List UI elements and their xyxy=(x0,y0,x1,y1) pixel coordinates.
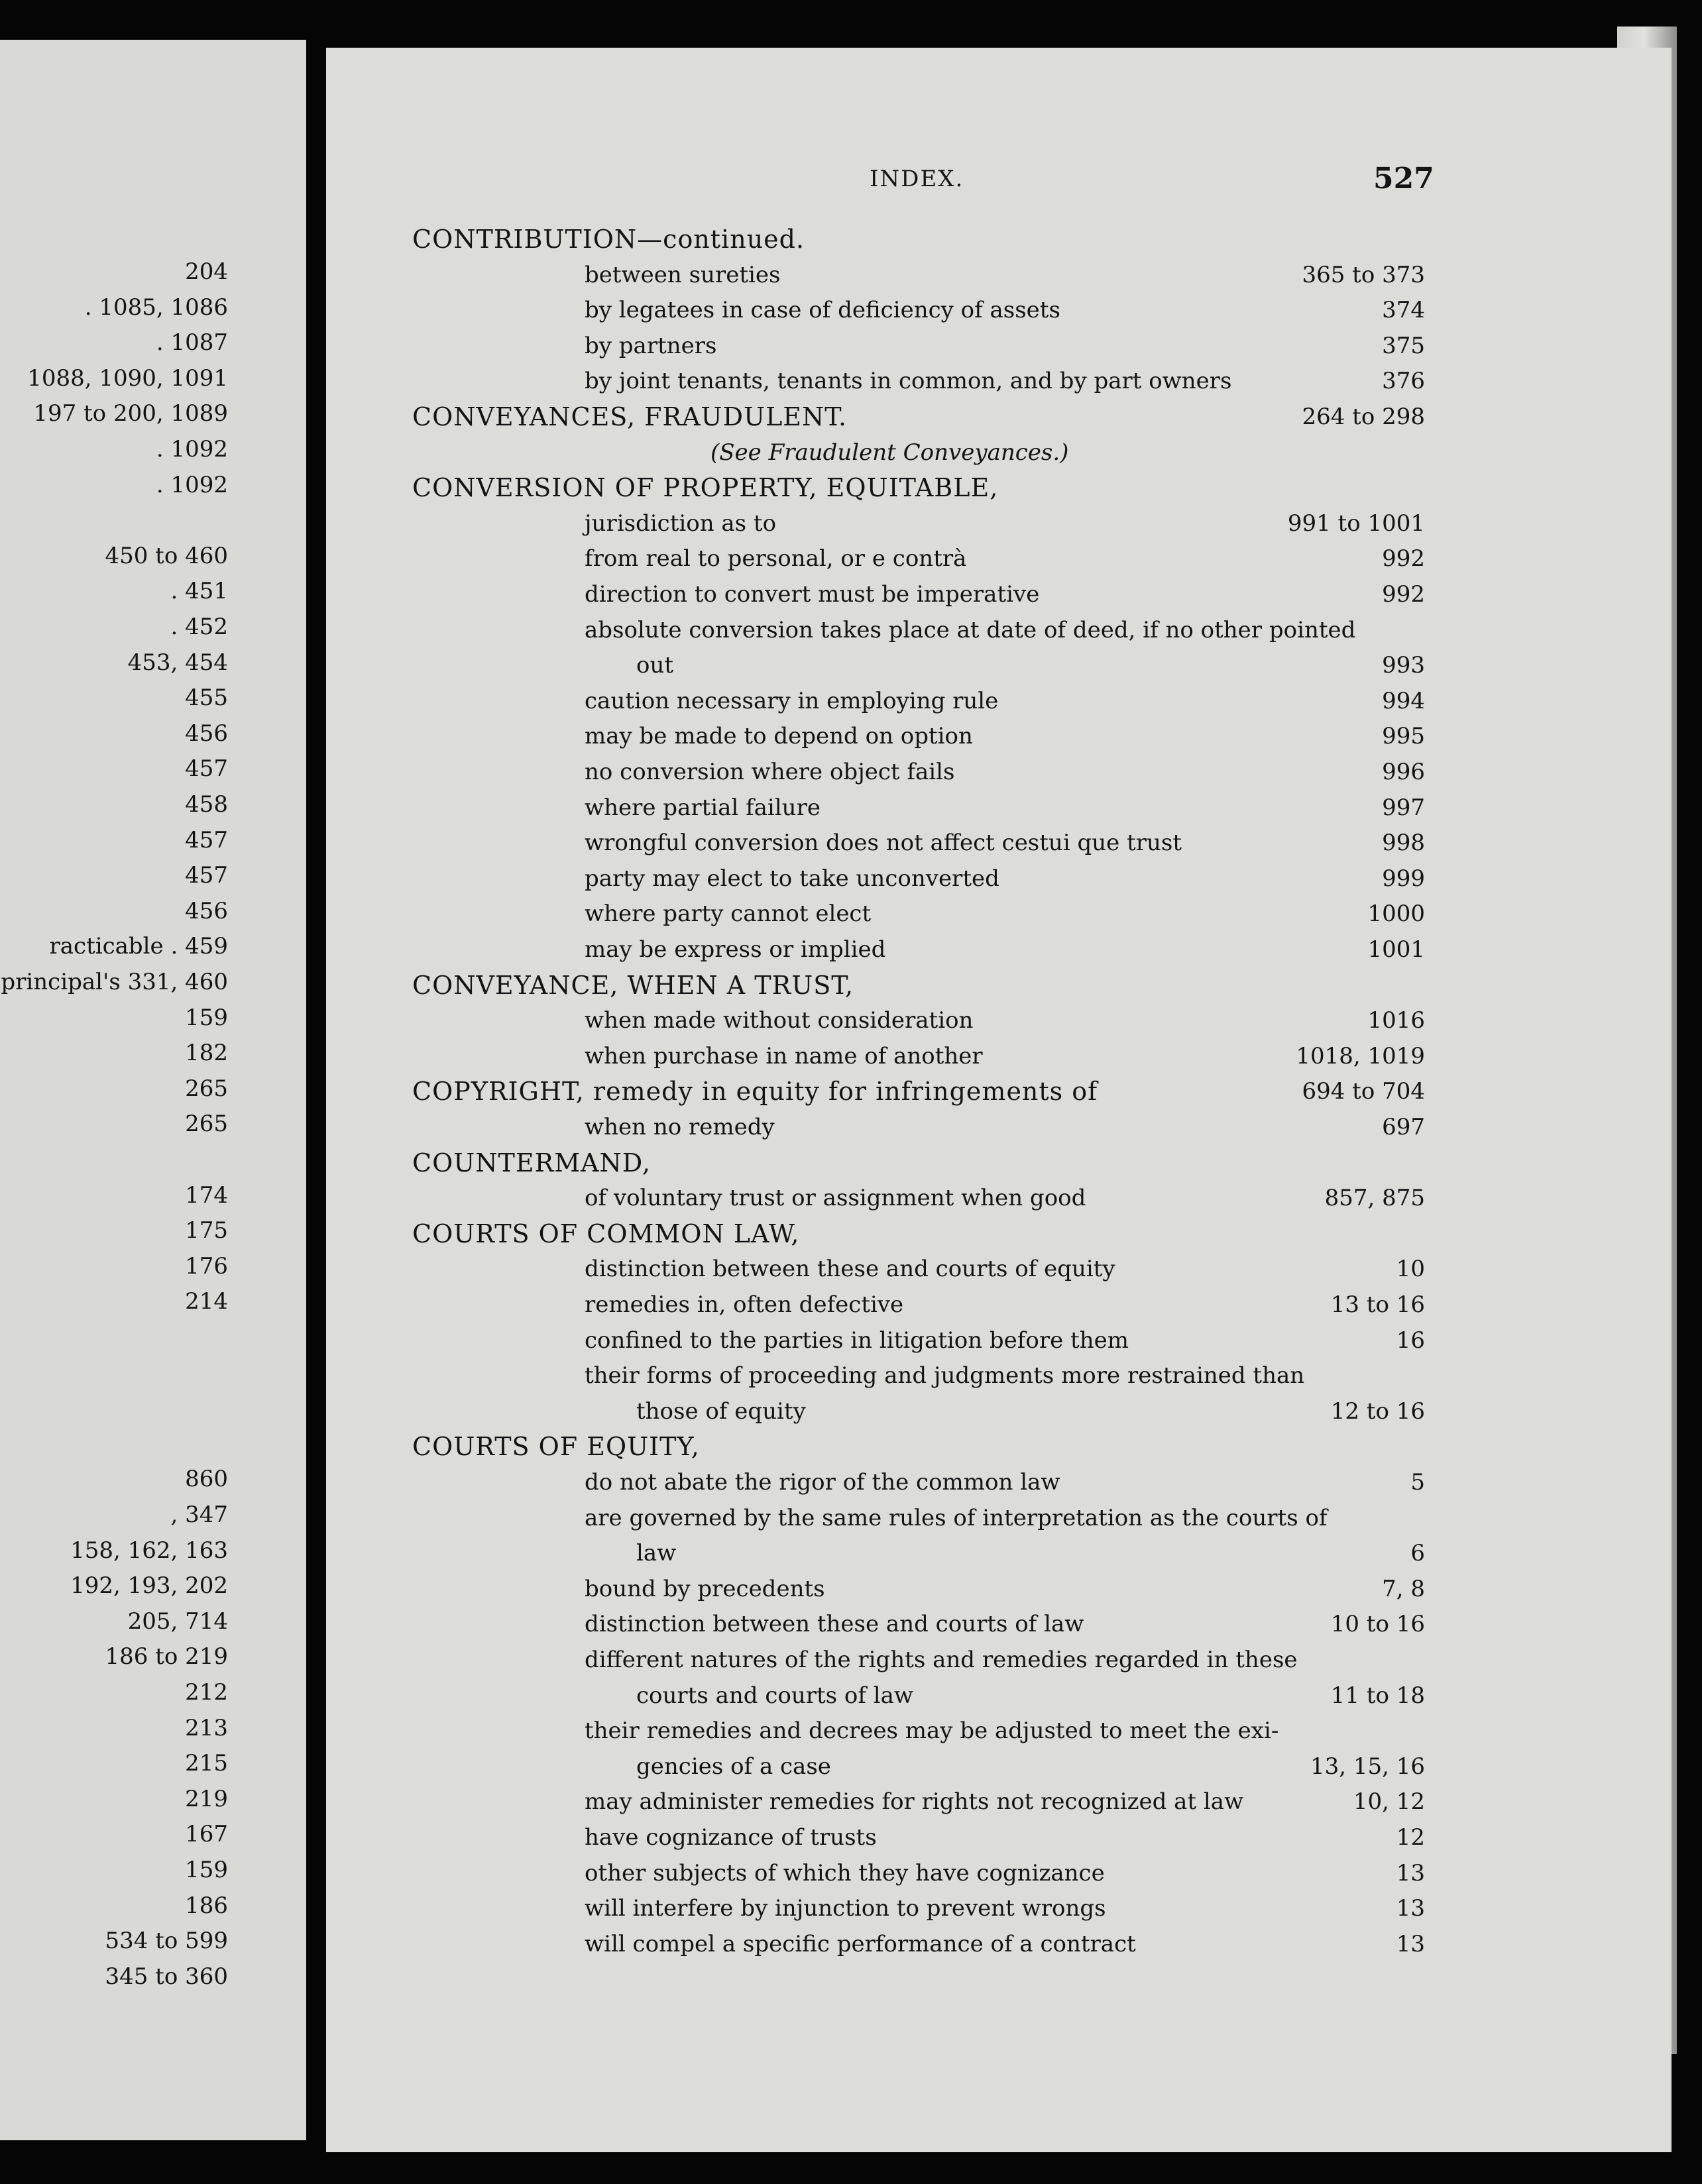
index-subentry xyxy=(326,683,1672,719)
page-reference: 993 xyxy=(1382,652,1425,679)
left-page-ref: . 1087 xyxy=(156,329,228,356)
index-subentry xyxy=(326,1571,1672,1607)
left-page-ref: , 347 xyxy=(170,1502,228,1528)
entry-text: by joint tenants, tenants in common, and by part owners xyxy=(585,368,1232,395)
entry-text: when made without consideration xyxy=(585,1007,974,1034)
index-subentry xyxy=(326,790,1672,826)
right-page xyxy=(326,48,1672,2152)
entry-text: CONTRIBUTION—continued. xyxy=(412,225,805,254)
entry-text: do not abate the rigor of the common law xyxy=(585,1469,1060,1496)
left-page-ref: 458 xyxy=(185,791,228,818)
left-page-ref: 265 xyxy=(185,1075,228,1102)
entry-text: courts and courts of law xyxy=(636,1682,914,1709)
left-page-ref: . 1085, 1086 xyxy=(84,294,228,321)
entry-text: from real to personal, or e contrà xyxy=(585,545,967,573)
index-subentry xyxy=(326,363,1672,399)
page-reference: 10 xyxy=(1396,1256,1425,1283)
entry-text: where partial failure xyxy=(585,794,821,821)
left-page-ref: 205, 714 xyxy=(127,1608,228,1635)
page-reference: 997 xyxy=(1382,794,1425,821)
page-reference: 12 xyxy=(1396,1824,1425,1851)
entry-text: wrongful conversion does not affect cestui que trust xyxy=(585,830,1182,857)
index-subentry xyxy=(326,506,1672,541)
left-page-ref: 214 xyxy=(185,1288,228,1315)
entry-text: law xyxy=(636,1540,677,1567)
entry-text: CONVEYANCE, WHEN A TRUST, xyxy=(412,970,854,1000)
entry-text: jurisdiction as to xyxy=(585,510,777,537)
entry-text: may administer remedies for rights not recognized at law xyxy=(585,1788,1244,1816)
page-reference: 5 xyxy=(1410,1469,1425,1496)
page-reference: 13 xyxy=(1396,1895,1425,1922)
page-reference: 694 to 704 xyxy=(1302,1078,1425,1105)
index-subentry xyxy=(326,1287,1672,1323)
left-page-ref: 455 xyxy=(185,684,228,712)
entry-text: absolute conversion takes place at date of deed, if no other pointed xyxy=(585,616,1356,643)
left-page-ref: 204 xyxy=(185,258,228,285)
entry-text: by partners xyxy=(585,332,717,359)
left-page-ref: 192, 193, 202 xyxy=(70,1572,228,1600)
index-subentry xyxy=(326,1464,1672,1500)
entry-text: distinction between these and courts of equity xyxy=(585,1256,1115,1283)
index-subentry xyxy=(326,1109,1672,1145)
left-page-ref: 457 xyxy=(185,755,228,783)
page-reference: 10, 12 xyxy=(1353,1788,1425,1816)
index-subentry xyxy=(326,1713,1672,1749)
index-subentry xyxy=(326,861,1672,897)
left-page-ref: 167 xyxy=(185,1821,228,1848)
entry-text: will compel a specific performance of a contract xyxy=(585,1930,1136,1957)
entry-text: COUNTERMAND, xyxy=(412,1148,651,1177)
left-page-ref: 345 to 360 xyxy=(105,1963,228,1990)
left-page-ref: 213 xyxy=(185,1714,228,1741)
left-page-ref: 457 xyxy=(185,862,228,889)
index-subentry xyxy=(326,1038,1672,1074)
entry-text: out xyxy=(636,652,674,679)
running-header-title: INDEX. xyxy=(870,166,964,192)
index-subentry xyxy=(326,1642,1672,1678)
index-heading xyxy=(326,1145,1672,1181)
index-heading xyxy=(326,399,1672,435)
page-reference: 376 xyxy=(1382,368,1425,395)
index-subentry xyxy=(326,1855,1672,1891)
index-subentry xyxy=(326,257,1672,293)
index-heading xyxy=(326,1073,1672,1109)
left-page-ref: 265 xyxy=(185,1111,228,1138)
page-reference: 12 to 16 xyxy=(1330,1397,1425,1425)
page-reference: 994 xyxy=(1382,687,1425,714)
left-page-ref: 158, 162, 163 xyxy=(70,1537,228,1564)
page-reference: 13 xyxy=(1396,1859,1425,1886)
page-reference: 1016 xyxy=(1367,1007,1425,1034)
page-reference: 375 xyxy=(1382,332,1425,359)
left-page-ref: . 451 xyxy=(170,578,228,605)
entry-text: those of equity xyxy=(636,1397,806,1425)
page-reference: 7, 8 xyxy=(1382,1575,1425,1602)
left-page-ref: 1088, 1090, 1091 xyxy=(27,364,228,392)
index-subentry xyxy=(326,1323,1672,1358)
left-page-ref: 212 xyxy=(185,1679,228,1706)
left-page-ref: . 1092 xyxy=(156,471,228,498)
left-page xyxy=(0,40,306,2140)
index-heading xyxy=(326,967,1672,1003)
left-page-ref: . 1092 xyxy=(156,436,228,463)
entry-text: party may elect to take unconverted xyxy=(585,865,999,892)
entry-text: CONVERSION OF PROPERTY, EQUITABLE, xyxy=(412,473,999,503)
index-subentry xyxy=(326,932,1672,967)
page-reference: 11 to 18 xyxy=(1330,1682,1425,1709)
left-page-ref: 534 to 599 xyxy=(105,1928,228,1955)
left-page-ref: 860 xyxy=(185,1466,228,1493)
entry-text: distinction between these and courts of law xyxy=(585,1611,1084,1638)
index-heading xyxy=(326,1429,1672,1464)
index-subentry xyxy=(326,1003,1672,1038)
index-heading xyxy=(326,470,1672,506)
entry-text: confined to the parties in litigation before them xyxy=(585,1327,1129,1354)
entry-text: their remedies and decrees may be adjusted to meet the exi- xyxy=(585,1718,1279,1745)
page-reference: 10 to 16 xyxy=(1330,1611,1425,1638)
index-heading xyxy=(326,1216,1672,1252)
entry-text: bound by precedents xyxy=(585,1575,825,1602)
page-reference: 13 to 16 xyxy=(1330,1291,1425,1318)
left-page-ref: 174 xyxy=(185,1181,228,1209)
index-subentry xyxy=(326,292,1672,328)
index-subentry xyxy=(326,1500,1672,1536)
entry-text: remedies in, often defective xyxy=(585,1291,904,1318)
index-subentry xyxy=(326,1180,1672,1216)
left-page-ref: 186 xyxy=(185,1892,228,1919)
page-reference: 1001 xyxy=(1367,936,1425,963)
left-page-ref: 457 xyxy=(185,826,228,853)
page-reference: 857, 875 xyxy=(1324,1185,1425,1212)
index-subentry xyxy=(326,612,1672,648)
page-reference: 264 to 298 xyxy=(1302,404,1425,430)
entry-text: of voluntary trust or assignment when good xyxy=(585,1185,1086,1212)
index-subentry xyxy=(326,718,1672,754)
entry-text: where party cannot elect xyxy=(585,901,872,928)
left-page-ref: 159 xyxy=(185,1857,228,1883)
index-subentry xyxy=(326,1678,1672,1714)
index-subentry xyxy=(326,576,1672,612)
left-page-ref: 450 to 460 xyxy=(105,542,228,569)
entry-text: COURTS OF COMMON LAW, xyxy=(412,1219,800,1248)
left-page-ref: 175 xyxy=(185,1217,228,1244)
page-reference: 374 xyxy=(1382,297,1425,324)
page-reference: 995 xyxy=(1382,723,1425,750)
entry-text: gencies of a case xyxy=(636,1753,831,1780)
left-page-ref: 159 xyxy=(185,1004,228,1031)
left-page-ref: 456 xyxy=(185,720,228,747)
entry-text: will interfere by injunction to prevent wrongs xyxy=(585,1895,1106,1922)
left-page-ref: principal's 331, 460 xyxy=(1,969,228,995)
index-subentry xyxy=(326,1820,1672,1855)
entry-text: other subjects of which they have cognizance xyxy=(585,1859,1105,1886)
left-page-ref: 215 xyxy=(185,1750,228,1777)
page-reference: 999 xyxy=(1382,865,1425,892)
index-subentry xyxy=(326,1535,1672,1571)
index-subentry xyxy=(326,1749,1672,1784)
page-reference: 992 xyxy=(1382,545,1425,573)
index-subentry xyxy=(326,1890,1672,1926)
left-page-ref: 219 xyxy=(185,1785,228,1812)
entry-text: COURTS OF EQUITY, xyxy=(412,1432,700,1462)
entry-text: may be express or implied xyxy=(585,936,886,963)
index-subentry xyxy=(326,541,1672,576)
index-subentry xyxy=(326,328,1672,364)
left-page-ref: 456 xyxy=(185,897,228,924)
page-reference: 365 to 373 xyxy=(1302,261,1425,288)
index-subentry xyxy=(326,825,1672,861)
left-page-ref: . 452 xyxy=(170,614,228,640)
entry-text: different natures of the rights and remedies regarded in these xyxy=(585,1647,1298,1673)
index-subentry xyxy=(326,896,1672,932)
page-reference: 13, 15, 16 xyxy=(1310,1753,1425,1780)
index-subentry xyxy=(326,1393,1672,1429)
left-page-ref: 182 xyxy=(185,1040,228,1067)
entry-text: caution necessary in employing rule xyxy=(585,687,999,714)
index-subentry xyxy=(326,1926,1672,1962)
entry-text: COPYRIGHT, remedy in equity for infringements of xyxy=(412,1077,1098,1107)
index-heading xyxy=(326,221,1672,257)
entry-text: when purchase in name of another xyxy=(585,1042,983,1069)
entry-text: when no remedy xyxy=(585,1114,775,1140)
entry-text: have cognizance of trusts xyxy=(585,1824,877,1851)
see-also-reference xyxy=(326,435,1672,470)
entry-text: CONVEYANCES, FRAUDULENT. xyxy=(412,402,848,431)
left-page-ref: 176 xyxy=(185,1252,228,1280)
page-reference: 998 xyxy=(1382,830,1425,857)
entry-text: direction to convert must be imperative xyxy=(585,581,1040,608)
left-page-ref: 197 to 200, 1089 xyxy=(33,400,228,427)
entry-text: are governed by the same rules of interpretation as the courts of xyxy=(585,1504,1328,1531)
page-number: 527 xyxy=(1373,162,1434,195)
page-reference: 13 xyxy=(1396,1930,1425,1957)
index-subentry xyxy=(326,1606,1672,1642)
index-subentry xyxy=(326,754,1672,790)
page-reference: 16 xyxy=(1396,1327,1425,1354)
left-page-ref: racticable . 459 xyxy=(49,933,228,960)
index-subentry xyxy=(326,1784,1672,1820)
page-reference: 992 xyxy=(1382,581,1425,608)
index-subentry xyxy=(326,647,1672,683)
entry-text: may be made to depend on option xyxy=(585,723,973,750)
page-reference: 996 xyxy=(1382,759,1425,785)
entry-text: by legatees in case of deficiency of assets xyxy=(585,297,1060,324)
page-reference: 991 to 1001 xyxy=(1287,510,1425,537)
page-reference: 1018, 1019 xyxy=(1296,1042,1425,1069)
page-reference: 697 xyxy=(1382,1114,1425,1140)
left-page-ref: 453, 454 xyxy=(127,649,228,676)
index-subentry xyxy=(326,1251,1672,1287)
index-subentry xyxy=(326,1358,1672,1393)
entry-text: between sureties xyxy=(585,261,781,288)
left-page-ref: 186 to 219 xyxy=(105,1643,228,1670)
entry-text: their forms of proceeding and judgments more restrained than xyxy=(585,1362,1305,1390)
page-reference: 1000 xyxy=(1367,901,1425,928)
entry-text: (See Fraudulent Conveyances.) xyxy=(710,439,1069,466)
page-reference: 6 xyxy=(1410,1540,1425,1567)
entry-text: no conversion where object fails xyxy=(585,759,955,785)
